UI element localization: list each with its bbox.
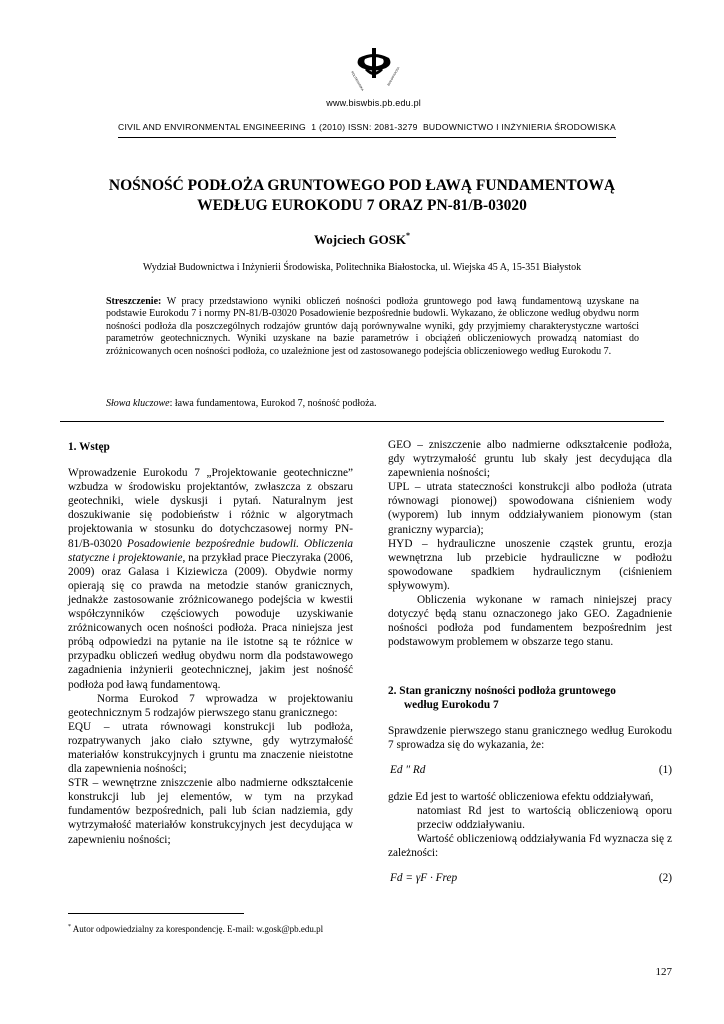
- equation-1-formula: Ed ″ Rd: [390, 764, 426, 776]
- check-paragraph: Sprawdzenie pierwszego stanu granicznego według Eurokodu 7 sprowadza się do wykazania, że:: [388, 725, 672, 752]
- abstract-text: W pracy przedstawiono wyniki obliczeń nośności podłoża gruntowego pod ławą fundamentową uzyskane na podstawie Eurokodu 7 i normy PN-81/B-03020 Posadowienie bezpośrednie budowli. Wykazano, że obliczone według obydwu norm nośności podłoża dla poszczególnych rodzajów gruntów dają porównywalne wyniki, gdy przyjmiemy charakterystyczne wartości parametrów geotechnicznych. Wyniki uzyskane na bazie parametrów i obciążeń obliczeniowych prowadzą natomiast do zróżnicowanych ocen nośności podłoża, co uzależnione jest od zastosowanego podejścia obliczeniowego według Eurokodu 7.: [106, 296, 639, 357]
- equation-2: [390, 872, 672, 884]
- affiliation: Wydział Budownictwa i Inżynierii Środowiska, Politechnika Białostocka, ul. Wiejska 45 A, 15-351 Białystok: [142, 262, 582, 273]
- journal-url[interactable]: www.biswbis.pb.edu.pl: [326, 98, 421, 108]
- where-block: [388, 790, 672, 860]
- abstract-label: Streszczenie:: [106, 296, 162, 307]
- limit-states-intro: Norma Eurokod 7 wprowadza w projektowaniu geotechnicznym 5 rodzajów pierwszego stanu granicznego:: [68, 692, 353, 719]
- footnote: [68, 924, 323, 934]
- limit-state-upl: UPL – utrata stateczności konstrukcji albo podłoża (utrata równowagi pionowej) spowodowana ciśnieniem wody (wyporem) lub innym oddziaływaniem pionowym (stan graniczny wyparcia);: [388, 481, 672, 536]
- section-heading-1: 1. Wstęp: [68, 441, 110, 453]
- university-logo: [345, 42, 403, 100]
- keywords-text: : ława fundamentowa, Eurokod 7, nośność podłoża.: [169, 398, 377, 409]
- keywords-label: Słowa kluczowe: [106, 398, 170, 409]
- author: [0, 231, 724, 248]
- intro-paragraph: Wprowadzenie Eurokodu 7 „Projektowanie geotechniczne” wzbudza w środowisku projektantów, zwłaszcza z obszaru geotechniki, wiele dyskusji i pytań. Naturalnym jest doszukiwanie się podobieństw i różnic w algorytmach projektowania w stosunku do dotychczasowej normy PN-81/B-03020 Posadowienie bezpośrednie budowli. Obliczenia statyczne i projektowanie, na przykład prace Pieczyraka (2006, 2009) oraz Galasa i Kiziewicza (2009). Obydwie normy opierają się co prawda na metodzie stanów granicznych, jednakże zastosowanie zróżnicowanego podejścia w kwestii współczynników częściowych powoduje uzyskiwanie zróżnicowanych ocen nośności podłoża. Praca niniejsza jest próbą odpowiedzi na pytanie na ile istotne są te różnice w przypadku obliczeń według obydwu norm dla podstawowego zagadnienia inżynierii geotechnicznej, jakim jest nośność podłoża pod ławą fundamentową.: [68, 467, 353, 691]
- section-heading-2: 2. Stan graniczny nośności podłoża gruntowego według Eurokodu 7: [388, 685, 616, 712]
- title-line-2: WEDŁUG EUROKODU 7 ORAZ PN-81/B-03020: [197, 197, 527, 214]
- where-line-2: natomiast Rd jest to wartością obliczeniową oporu przeciw oddziaływaniu.: [417, 805, 672, 832]
- section-2: [388, 684, 672, 752]
- journal-name-en: CIVIL AND ENVIRONMENTAL ENGINEERING: [118, 122, 306, 132]
- footnote-rule: [68, 913, 244, 914]
- equation-1: [390, 764, 672, 776]
- abstract: [106, 296, 639, 358]
- header-rule: [118, 137, 616, 138]
- paper-title: [60, 176, 664, 216]
- journal-name-pl: BUDOWNICTWO I INŻYNIERIA ŚRODOWISKA: [422, 122, 616, 132]
- svg-text:BIAŁOSTOCKA: BIAŁOSTOCKA: [386, 66, 401, 87]
- author-name: Wojciech GOSK: [313, 232, 407, 247]
- title-line-1: NOŚNOŚĆ PODŁOŻA GRUNTOWEGO POD ŁAWĄ FUNDAMENTOWĄ: [108, 177, 616, 194]
- footnote-text: Autor odpowiedzialny za korespondencję. E-mail: w.gosk@pb.edu.pl: [72, 924, 324, 934]
- limit-state-equ: EQU – utrata równowagi konstrukcji lub podłoża, rozpatrywanych jako ciało sztywne, gdy wytrzymałość materiałów konstrukcyjnych i gruntu ma znaczenie nieistotne dla zapewnienia nośności;: [68, 720, 353, 776]
- page-number: 127: [655, 966, 672, 978]
- keywords: [106, 398, 639, 409]
- fd-paragraph: Wartość obliczeniową oddziaływania Fd wyznacza się z zależności:: [388, 833, 672, 860]
- where-line-1: gdzie Ed jest to wartość obliczeniowa efektu oddziaływań,: [388, 791, 654, 803]
- geo-paragraph: Obliczenia wykonane w ramach niniejszej pracy dotyczyć będą stanu oznaczonego jako GEO. Zagadnienie nośności podłoża pod fundamentem bezpośrednim jest podstawowym problemem w obszarze tego stanu.: [388, 594, 672, 649]
- limit-state-geo: GEO – zniszczenie albo nadmierne odkształcenie podłoża, gdy wytrzymałość gruntu lub skały jest decydująca dla zapewnienia nośności;: [388, 439, 672, 480]
- limit-state-hyd: HYD – hydrauliczne unoszenie cząstek gruntu, erozja wewnętrzna lub przebicie hydrauliczne w podłożu spowodowane spadkiem hydraulicznym (ciśnieniem spływowym).: [388, 537, 672, 592]
- equation-1-number: (1): [658, 764, 672, 776]
- section-rule: [60, 421, 664, 422]
- right-column: [388, 438, 672, 649]
- equation-2-formula: Fd = γF · Frep: [390, 872, 458, 884]
- svg-text:POLITECHNIKA: POLITECHNIKA: [350, 70, 365, 92]
- footnote-mark: *: [68, 924, 71, 930]
- author-footnote-mark: *: [406, 231, 411, 240]
- journal-issue: 1 (2010) ISSN: 2081-3279: [311, 122, 418, 132]
- limit-state-str: STR – wewnętrzne zniszczenie albo nadmierne odkształcenie konstrukcji lub jej elementów, w tym na przykad fundamentów bezpośrednich, pali lub ścian nadziemia, gdy wytrzymałość materiałów konstrukcyjnych jest decydująca w zapewnieniu nośności;: [68, 777, 353, 846]
- journal-line: [118, 122, 616, 132]
- left-column: [68, 440, 353, 847]
- equation-2-number: (2): [658, 872, 672, 884]
